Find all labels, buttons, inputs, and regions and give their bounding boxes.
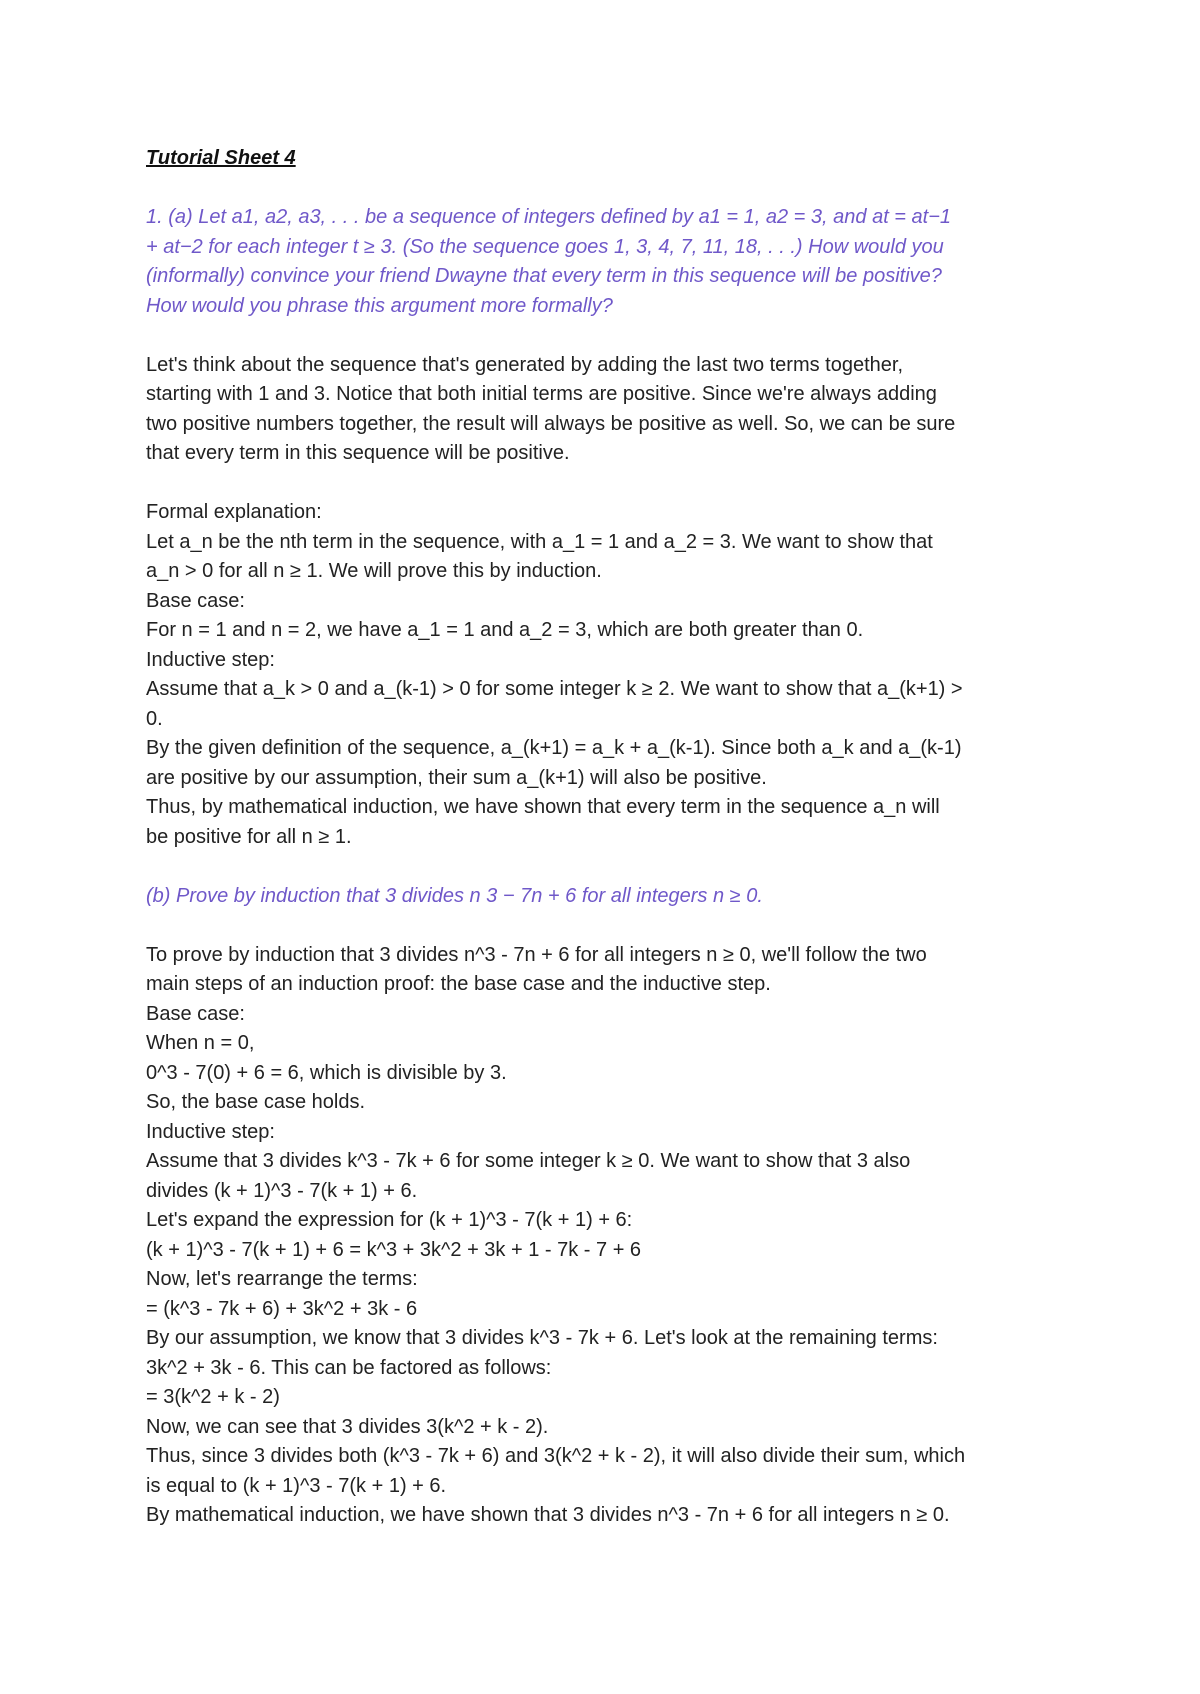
answer-line: Inductive step: (146, 648, 275, 671)
spacer (146, 174, 1076, 204)
answer-line: When n = 0, (146, 1032, 255, 1054)
answer-line: 3k^2 + 3k - 6. This can be factored as follows: (146, 1356, 552, 1379)
answer-line: Now, let's rearrange the terms: (146, 1268, 418, 1290)
spacer (146, 469, 1076, 499)
answer-line: Let's expand the expression for (k + 1)^3 - 7(k + 1) + 6: (146, 1209, 633, 1231)
answer-line: a_n > 0 for all n ≥ 1. We will prove this by induction. (146, 560, 602, 582)
question-a (146, 203, 1076, 321)
answer-line: starting with 1 and 3. Notice that both initial terms are positive. Since we're always adding (146, 383, 937, 405)
answer-line: 0. (146, 707, 163, 730)
question-b-line: (b) Prove by induction that 3 divides n 3 − 7n + 6 for all integers n ≥ 0. (146, 884, 763, 907)
answer-line: Thus, since 3 divides both (k^3 - 7k + 6) and 3(k^2 + k - 2), it will also divide their sum, which (146, 1445, 966, 1467)
answer-line: To prove by induction that 3 divides n^3 - 7n + 6 for all integers n ≥ 0, we'll follow the two (146, 943, 927, 966)
answer-line: Now, we can see that 3 divides 3(k^2 + k - 2). (146, 1415, 549, 1438)
page-title: Tutorial Sheet 4 (146, 147, 296, 169)
answer-line: is equal to (k + 1)^3 - 7(k + 1) + 6. (146, 1474, 447, 1497)
answer-line: Thus, by mathematical induction, we have shown that every term in the sequence a_n will (146, 796, 940, 818)
answer-line: Let a_n be the nth term in the sequence, with a_1 = 1 and a_2 = 3. We want to show that (146, 530, 933, 553)
answer-line: By the given definition of the sequence, a_(k+1) = a_k + a_(k-1). Since both a_k and a_(k-1) (146, 737, 962, 759)
answer-line: main steps of an induction proof: the base case and the inductive step. (146, 973, 771, 995)
spacer (146, 852, 1076, 882)
question-a-line: 1. (a) Let a1, a2, a3, . . . be a sequence of integers defined by a1 = 1, a2 = 3, and at = at−1 (146, 206, 952, 228)
question-a-line: (informally) convince your friend Dwayne that every term in this sequence will be positive? (146, 265, 942, 287)
answer-line: Assume that a_k > 0 and a_(k-1) > 0 for some integer k ≥ 2. We want to show that a_(k+1) > (146, 678, 963, 700)
spacer (146, 911, 1076, 941)
answer-b (146, 941, 1076, 1531)
answer-line: Formal explanation: (146, 501, 322, 523)
answer-line: two positive numbers together, the result will always be positive as well. So, we can be sure (146, 412, 956, 435)
answer-line: be positive for all n ≥ 1. (146, 825, 352, 848)
answer-line: that every term in this sequence will be positive. (146, 442, 570, 464)
answer-line: = (k^3 - 7k + 6) + 3k^2 + 3k - 6 (146, 1297, 418, 1320)
answer-line: Inductive step: (146, 1120, 275, 1143)
answer-line: = 3(k^2 + k - 2) (146, 1386, 280, 1408)
question-a-line: How would you phrase this argument more formally? (146, 294, 613, 317)
answer-line: Base case: (146, 1002, 245, 1025)
answer-line: (k + 1)^3 - 7(k + 1) + 6 = k^3 + 3k^2 + 3k + 1 - 7k - 7 + 6 (146, 1238, 642, 1261)
answer-line: are positive by our assumption, their sum a_(k+1) will also be positive. (146, 766, 767, 789)
question-a-line: + at−2 for each integer t ≥ 3. (So the sequence goes 1, 3, 4, 7, 11, 18, . . .) How would you (146, 235, 944, 258)
answer-line: Assume that 3 divides k^3 - 7k + 6 for some integer k ≥ 0. We want to show that 3 also (146, 1150, 911, 1172)
answer-a-informal (146, 351, 1076, 469)
question-b (146, 882, 1076, 912)
answer-line: By mathematical induction, we have shown that 3 divides n^3 - 7n + 6 for all integers n ≥ 0. (146, 1504, 950, 1526)
document-page (146, 144, 1076, 1531)
answer-line: Let's think about the sequence that's generated by adding the last two terms together, (146, 353, 904, 376)
answer-line: divides (k + 1)^3 - 7(k + 1) + 6. (146, 1179, 418, 1202)
answer-line: For n = 1 and n = 2, we have a_1 = 1 and a_2 = 3, which are both greater than 0. (146, 619, 864, 641)
answer-line: By our assumption, we know that 3 divides k^3 - 7k + 6. Let's look at the remaining terms: (146, 1327, 938, 1349)
answer-a-formal (146, 498, 1076, 852)
spacer (146, 321, 1076, 351)
answer-line: 0^3 - 7(0) + 6 = 6, which is divisible by 3. (146, 1061, 507, 1084)
answer-line: Base case: (146, 589, 245, 612)
answer-line: So, the base case holds. (146, 1091, 366, 1113)
